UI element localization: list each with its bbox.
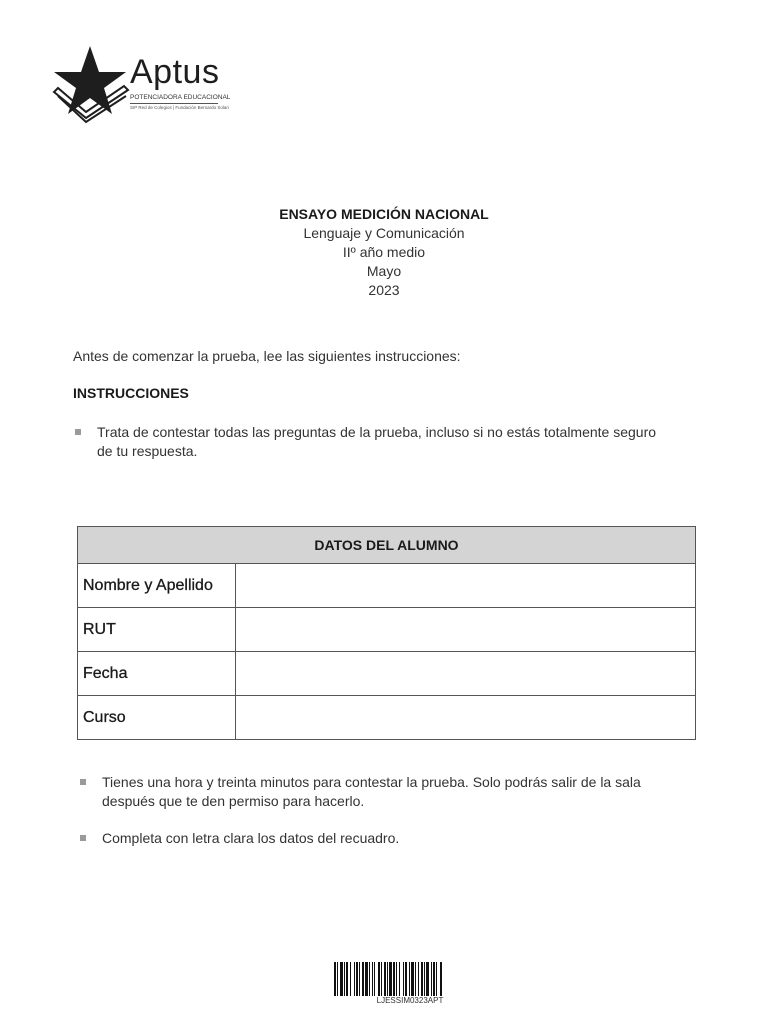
instruction-item: [75, 423, 715, 463]
instruction-line: de tu respuesta.: [97, 443, 198, 459]
logo-subtitle: POTENCIADORA EDUCACIONAL: [130, 94, 231, 101]
field-value-fecha[interactable]: [236, 652, 696, 696]
instruction-line: Trata de contestar todas las preguntas de la prueba, incluso si no estás totalmente seguro: [97, 424, 657, 440]
barcode-bar: [334, 962, 336, 996]
instruction-item: [80, 829, 720, 849]
barcode-bar: [369, 962, 370, 996]
barcode-bar: [359, 962, 360, 996]
barcode-bar: [396, 962, 397, 996]
field-label-rut: RUT: [78, 608, 236, 652]
instructions-heading: INSTRUCCIONES: [73, 385, 189, 401]
aptus-logo: [50, 44, 231, 124]
barcode-bar: [346, 962, 348, 996]
instruction-line: Completa con letra clara los datos del recuadro.: [102, 830, 400, 846]
barcode-bar: [440, 962, 442, 996]
barcode-bar: [356, 962, 358, 996]
barcode-bar: [418, 962, 419, 996]
barcode-bar: [403, 962, 404, 996]
barcode-bar: [389, 962, 392, 996]
month: Mayo: [366, 263, 402, 279]
bullet-square-icon: [80, 779, 86, 785]
logo-divider: [130, 103, 218, 104]
table-row: [78, 652, 696, 696]
barcode-bar: [381, 962, 382, 996]
year: 2023: [368, 282, 400, 298]
barcode-bar: [411, 962, 414, 996]
barcode-bar: [372, 962, 373, 996]
barcode-bar: [433, 962, 435, 996]
student-data-table: [77, 526, 696, 740]
barcode: [334, 962, 486, 996]
table-row: [78, 608, 696, 652]
instruction-item: [80, 773, 720, 813]
barcode-bar: [384, 962, 386, 996]
instruction-line: Tienes una hora y treinta minutos para contestar la prueba. Solo podrás salir de la sala: [102, 774, 641, 790]
logo-name: Aptus: [130, 53, 220, 91]
field-label-nombre: Nombre y Apellido: [78, 564, 236, 608]
barcode-bar: [337, 962, 338, 996]
barcode-bar: [365, 962, 368, 996]
barcode-bar: [350, 962, 351, 996]
barcode-bar: [340, 962, 343, 996]
subject: Lenguaje y Comunicación: [303, 225, 465, 241]
barcode-bar: [399, 962, 400, 996]
barcode-text: LJESSIM0323APT: [376, 996, 444, 1005]
field-value-nombre[interactable]: [236, 564, 696, 608]
barcode-bar: [436, 962, 437, 996]
field-value-rut[interactable]: [236, 608, 696, 652]
field-value-curso[interactable]: [236, 696, 696, 740]
barcode-bar: [424, 962, 425, 996]
bullet-square-icon: [80, 835, 86, 841]
barcode-bar: [387, 962, 388, 996]
document-title: ENSAYO MEDICIÓN NACIONAL: [279, 206, 489, 222]
barcode-bar: [415, 962, 416, 996]
barcode-bar: [344, 962, 345, 996]
barcode-bar: [393, 962, 395, 996]
star-book-icon: [50, 44, 130, 124]
bullet-square-icon: [75, 429, 81, 435]
intro-text: Antes de comenzar la prueba, lee las siguientes instrucciones:: [73, 348, 461, 364]
barcode-bar: [405, 962, 407, 996]
barcode-bar: [421, 962, 423, 996]
table-header-row: [78, 527, 696, 564]
barcode-bar: [426, 962, 429, 996]
instruction-line: después que te den permiso para hacerlo.: [102, 793, 365, 809]
field-label-curso: Curso: [78, 696, 236, 740]
field-label-fecha: Fecha: [78, 652, 236, 696]
barcode-bar: [378, 962, 380, 996]
table-heading: DATOS DEL ALUMNO: [78, 527, 696, 564]
table-row: [78, 564, 696, 608]
barcode-bar: [409, 962, 410, 996]
level: IIº año medio: [342, 244, 426, 260]
barcode-bar: [354, 962, 355, 996]
logo-tagline: SIP Red de Colegios | Fundación Bernardo Solari: [130, 105, 229, 110]
barcode-bar: [374, 962, 375, 996]
barcode-bar: [362, 962, 364, 996]
barcode-bar: [431, 962, 432, 996]
document-header: [0, 205, 768, 300]
table-row: [78, 696, 696, 740]
